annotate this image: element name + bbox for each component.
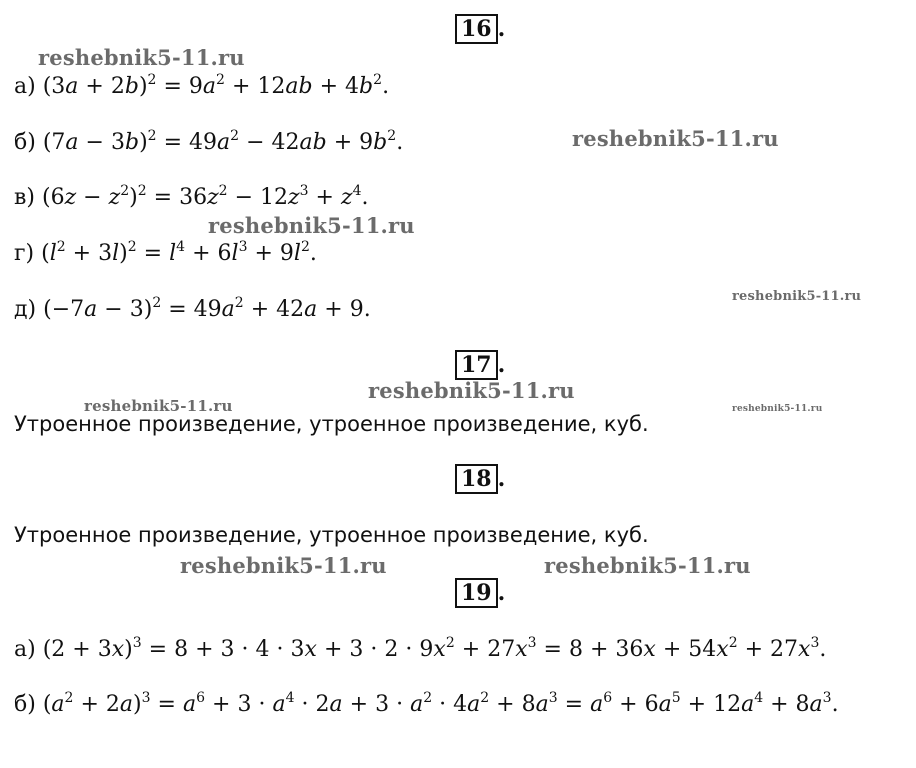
watermark: reshebnik5-11.ru (84, 397, 233, 415)
watermark: reshebnik5-11.ru (368, 378, 575, 403)
problem-number-18: 18 . (449, 466, 510, 491)
problem-19-item-a: а) $(2 + 3x)^3 = 8 + 3 \cdot 4 \cdot 3x + 3 \cdot 2 \cdot 9x^2 + 27x^3 = 8 + 36x + 54x^2 + 27x^3$. (14, 635, 827, 662)
watermark: reshebnik5-11.ru (732, 289, 862, 304)
problem-number-17: 17 . (449, 352, 510, 377)
problem-16-item-d: д) $(-7a - 3)^2 = 49a^2 + 42a + 9$. (14, 295, 371, 322)
problem-16-item-a: а) $(3a + 2b)^2 = 9a^2 + 12ab + 4b^2$. (14, 72, 390, 99)
watermark: reshebnik5-11.ru (180, 553, 387, 578)
problem-19-item-b: б) $(a^2 + 2a)^3 = a^6 + 3 \cdot a^4 \cdot 2a + 3 \cdot a^2 \cdot 4a^2 + 8a^3 = a^6 + 6a^5 + 12a^4 + 8a^3$. (14, 690, 839, 717)
problem-16-item-v: в) $(6z - z^2)^2 = 36z^2 - 12z^3 + z^4$. (14, 183, 369, 210)
problem-number-19: 19 . (449, 580, 510, 605)
problem-17-answer: Утроенное произведение, утроенное произведение, куб. (14, 412, 649, 436)
problem-number-16: 16 . (449, 16, 510, 41)
watermark: reshebnik5-11.ru (732, 404, 823, 414)
watermark: reshebnik5-11.ru (38, 45, 245, 70)
watermark: reshebnik5-11.ru (544, 553, 751, 578)
watermark: reshebnik5-11.ru (208, 213, 415, 238)
problem-18-answer: Утроенное произведение, утроенное произведение, куб. (14, 523, 649, 547)
problem-16-item-b: б) $(7a - 3b)^2 = 49a^2 - 42ab + 9b^2$. (14, 128, 404, 155)
watermark: reshebnik5-11.ru (572, 126, 779, 151)
problem-16-item-g: г) $(l^2 + 3l)^2 = l^4 + 6l^3 + 9l^2$. (14, 239, 317, 266)
